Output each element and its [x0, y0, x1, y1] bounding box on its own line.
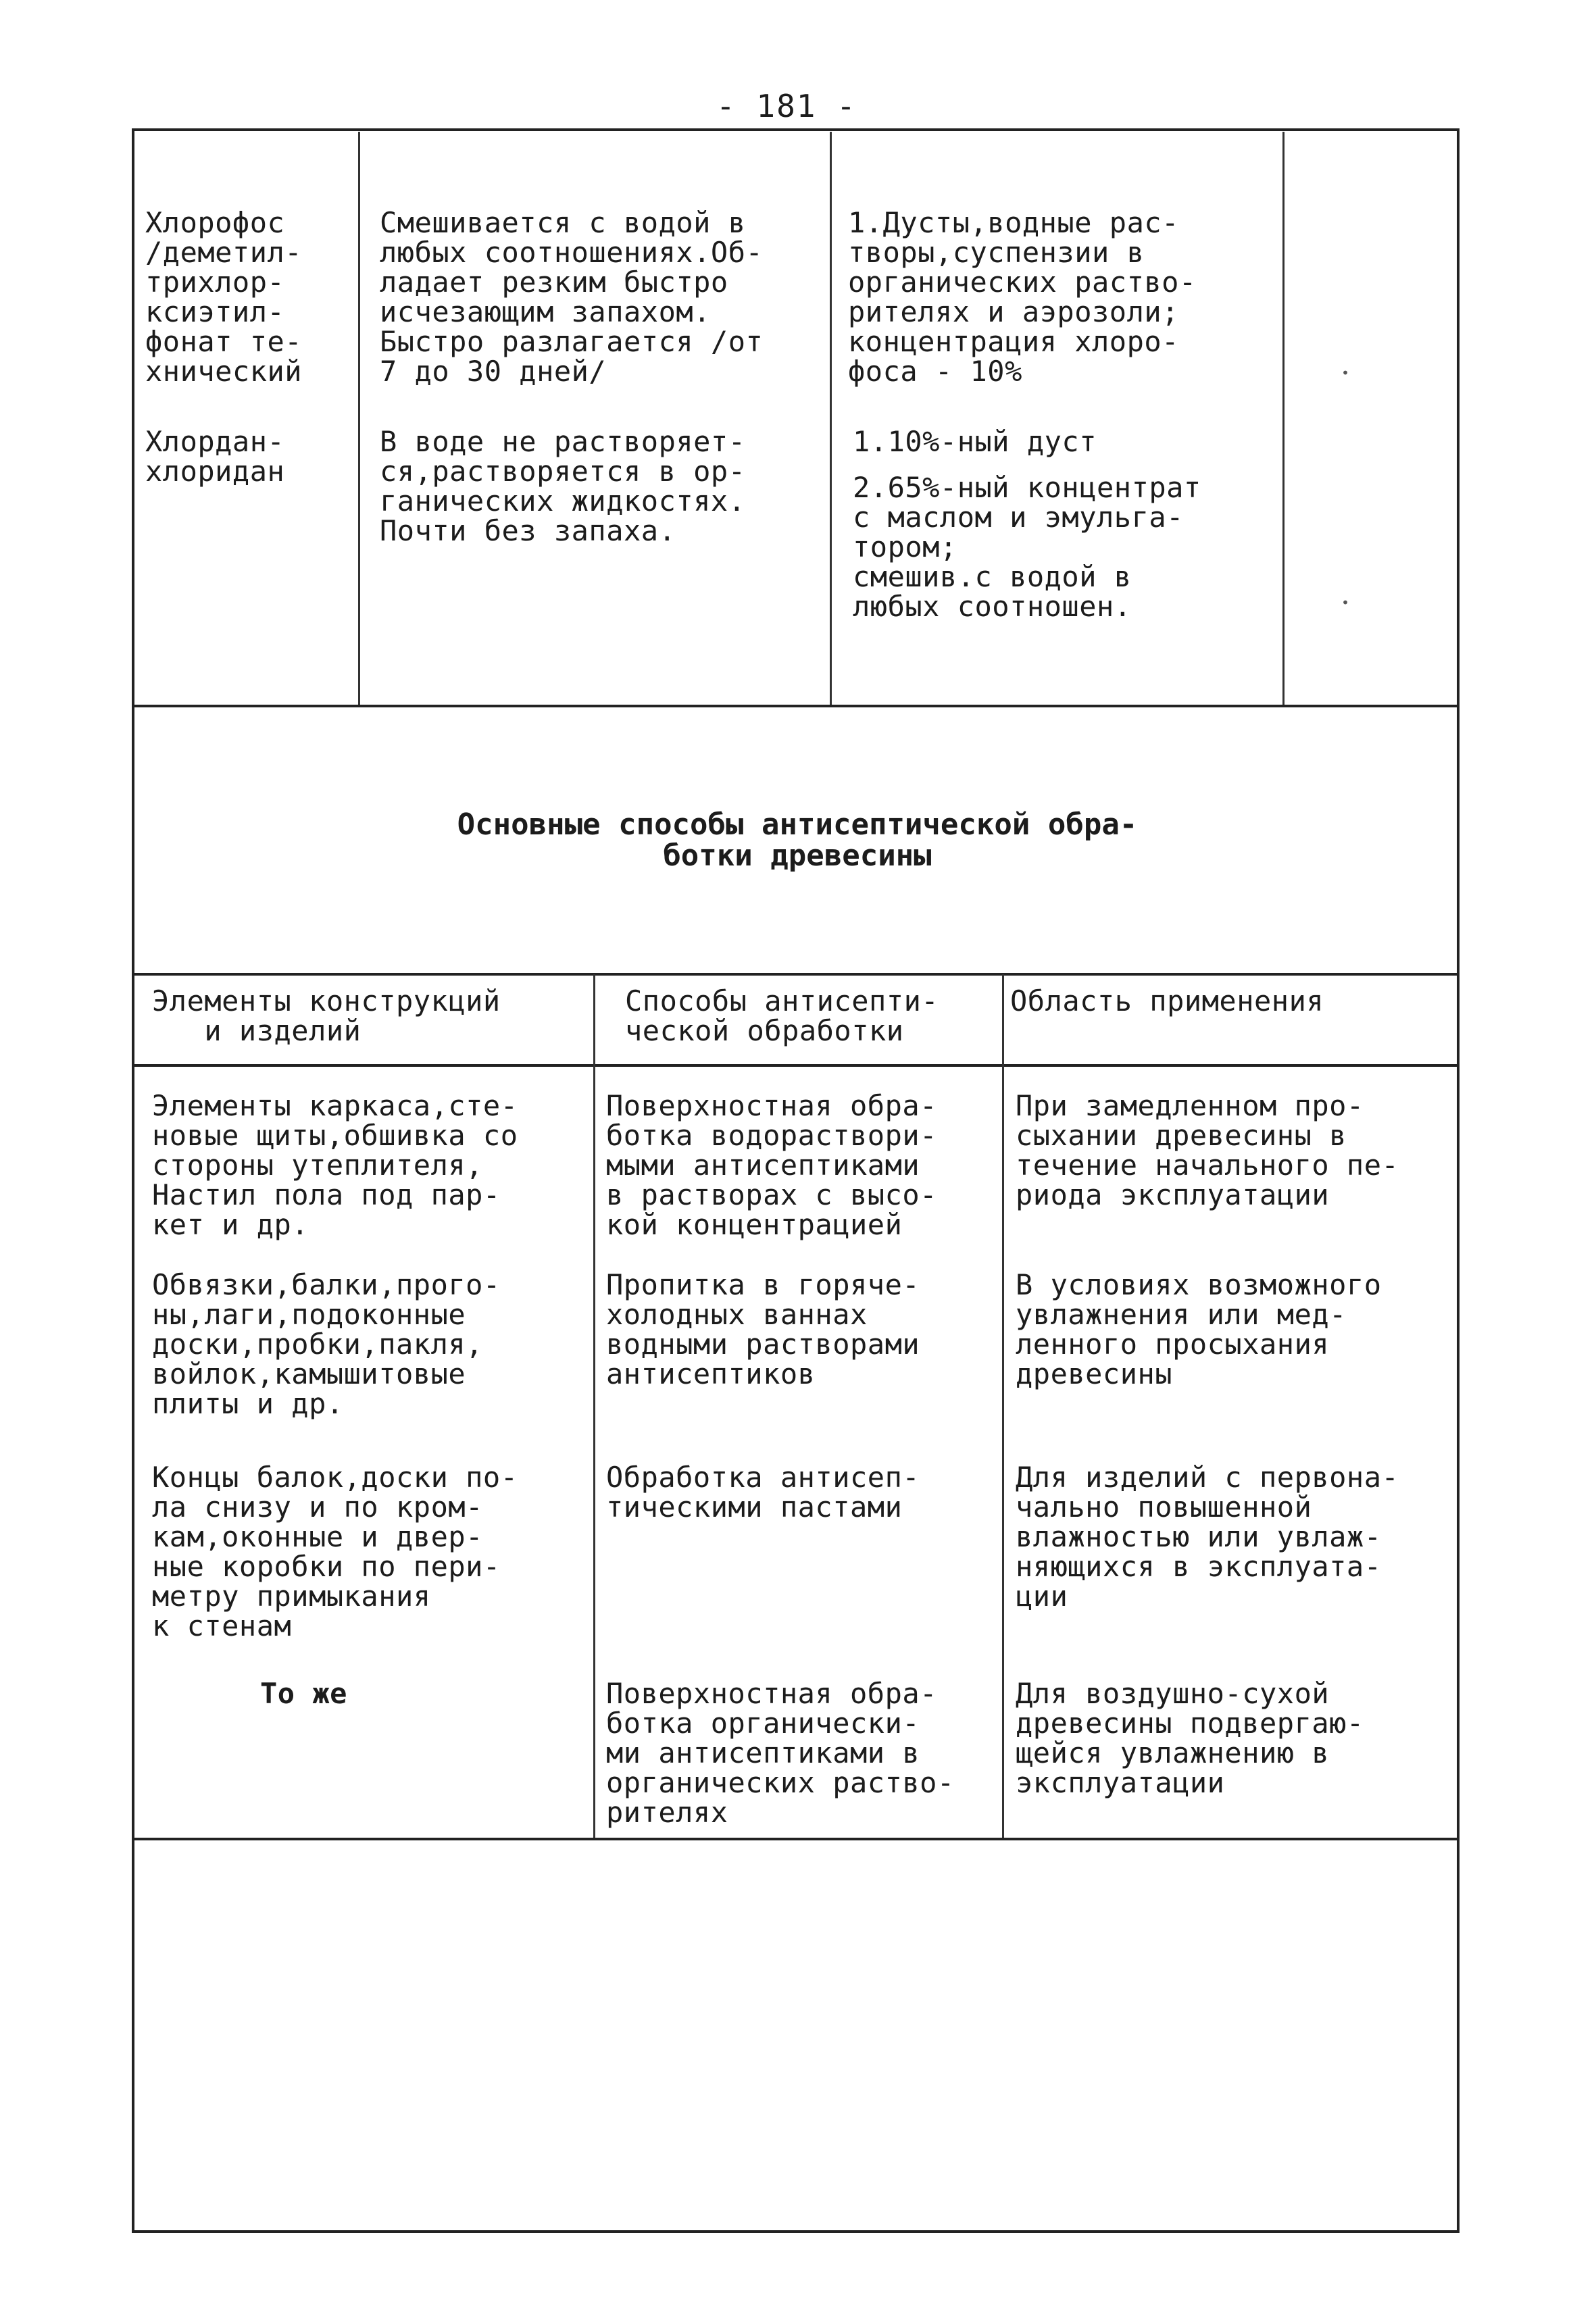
column-header-methods: Способы антисепти- ческой обработки	[625, 984, 939, 1047]
row-1-methods: Поверхностная обра- ботка водораствори- мыми антисептиками в растворах с высо- кой концентрацией	[606, 1089, 937, 1241]
chemical-name-1: Хлорофос /деметил- трихлор- ксиэтил- фонат те- хнический	[145, 206, 303, 388]
column-header-elements: Элементы конструкций и изделий	[152, 984, 501, 1047]
row-3-elements: Концы балок,доски по- ла снизу и по кром- кам,оконные и двер- ные коробки по пери- метру примыкания к стенам	[152, 1461, 518, 1642]
row-3-application: Для изделий с первона- чально повышенной влажностью или увлаж- няющихся в эксплуата- ции	[1016, 1461, 1399, 1613]
row-2-elements: Обвязки,балки,прого- ны,лаги,подоконные доски,пробки,пакля, войлок,камышитовые плиты и др.	[152, 1268, 501, 1420]
row-4-methods: Поверхностная обра- ботка органически- ми антисептиками в органических раство- рителях	[606, 1677, 955, 1829]
row-2-methods: Пропитка в горяче- холодных ваннах водными растворами антисептиков	[606, 1268, 920, 1390]
bottom-table-divider-2	[1002, 974, 1004, 1838]
chemical-properties-2: В воде не растворяет- ся,растворяется в ор- ганических жидкостях. Почти без запаха.	[380, 425, 746, 547]
bottom-table-header-rule	[133, 1064, 1459, 1067]
chemical-forms-1: 1.Дусты,водные рас- творы,суспензии в органических раство- рителях и аэрозоли; концентрация хлоро- фоса - 10%	[848, 206, 1197, 388]
top-table-divider-2	[830, 132, 832, 706]
top-table-bottom-rule	[133, 705, 1459, 707]
row-4-elements: То же	[260, 1677, 347, 1710]
bottom-table-end-rule	[133, 1838, 1459, 1840]
chemical-name-2: Хлордан- хлоридан	[145, 425, 285, 488]
margin-mark: •	[1341, 365, 1350, 381]
column-header-application: Область применения	[1010, 984, 1324, 1017]
page-number: - 181 -	[716, 88, 857, 124]
margin-mark: •	[1341, 595, 1350, 611]
row-2-application: В условиях возможного увлажнения или мед- ленного просыхания древесины	[1016, 1268, 1382, 1390]
row-1-application: При замедленном про- сыхании древесины в течение начального пе- риода эксплуатации	[1016, 1089, 1399, 1211]
bottom-table-divider-1	[593, 974, 595, 1838]
row-3-methods: Обработка антисеп- тическими пастами	[606, 1461, 920, 1524]
top-table-divider-3	[1282, 132, 1285, 706]
row-1-elements: Элементы каркаса,сте- новые щиты,обшивка со стороны утеплителя, Настил пола под пар- кет и др.	[152, 1089, 518, 1241]
chemical-properties-1: Смешивается с водой в любых соотношениях.Об- ладает резким быстро исчезающим запахом. Быстро разлагается /от 7 до 30 дней/	[380, 206, 764, 388]
chemical-forms-2a: 1.10%-ный дуст	[853, 425, 1097, 458]
row-4-application: Для воздушно-сухой древесины подвергаю- щейся увлажнению в эксплуатации	[1016, 1677, 1364, 1799]
bottom-table-top-rule	[133, 973, 1459, 976]
chemical-forms-2b: 2.65%-ный концентрат с маслом и эмульга- тором; смешив.с водой в любых соотношен.	[853, 471, 1201, 623]
top-table-divider-1	[358, 132, 360, 706]
section-title: Основные способы антисептической обра- ботки древесины	[457, 807, 1138, 873]
